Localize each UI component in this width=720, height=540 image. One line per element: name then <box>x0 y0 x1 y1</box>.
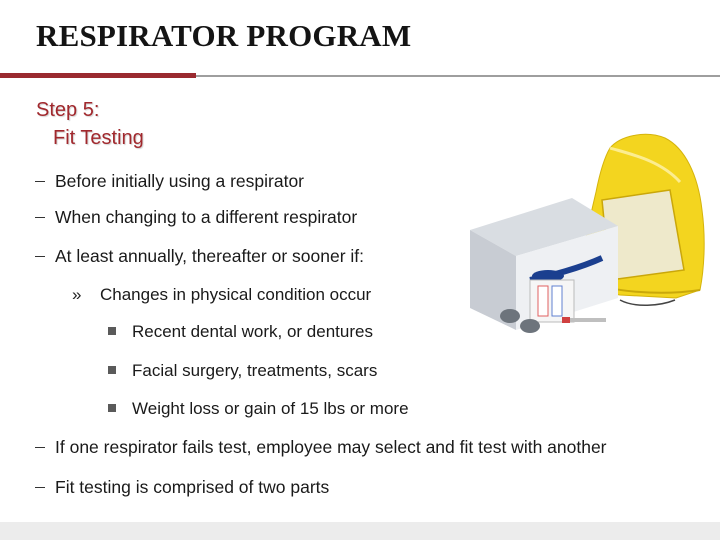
footer-band <box>0 522 720 540</box>
title-rule-accent <box>0 73 196 78</box>
bullet-item <box>35 476 329 498</box>
sub-sub-bullet-item <box>108 360 377 382</box>
bullet-item <box>35 436 607 458</box>
step-name: Fit Testing <box>53 127 144 149</box>
bullet-item <box>35 170 304 192</box>
square-bullet-icon <box>108 366 116 374</box>
bullet-text: Before initially using a respirator <box>55 171 305 191</box>
bullet-text: If one respirator fails test, employee may select and fit test with another <box>55 437 607 457</box>
sub-bullet-text: Changes in physical condition occur <box>100 285 372 304</box>
dash-icon <box>35 217 45 218</box>
dash-icon <box>35 256 45 257</box>
sub-sub-bullet-text: Recent dental work, or dentures <box>132 322 373 341</box>
bullet-text: At least annually, thereafter or sooner if: <box>55 246 365 266</box>
step-heading <box>36 96 144 152</box>
double-chevron-icon: » <box>72 285 82 304</box>
bullet-text: Fit testing is comprised of two parts <box>55 477 330 497</box>
dash-icon <box>35 447 45 448</box>
bullet-text: When changing to a different respirator <box>55 207 358 227</box>
sub-sub-bullet-item <box>108 321 373 343</box>
sub-sub-bullet-text: Facial surgery, treatments, scars <box>132 361 378 380</box>
sub-sub-bullet-item <box>108 398 409 420</box>
bullet-item <box>35 206 357 228</box>
sub-bullet-item <box>72 284 371 306</box>
slide-title: RESPIRATOR PROGRAM <box>36 18 412 53</box>
fit-test-kit-box-icon <box>470 198 618 333</box>
title-rule <box>196 75 720 77</box>
square-bullet-icon <box>108 327 116 335</box>
dash-icon <box>35 181 45 182</box>
step-number: Step 5: <box>36 99 100 121</box>
fit-test-kit-photo <box>470 130 710 340</box>
dash-icon <box>35 487 45 488</box>
square-bullet-icon <box>108 404 116 412</box>
sub-sub-bullet-text: Weight loss or gain of 15 lbs or more <box>132 399 409 418</box>
bullet-item <box>35 245 364 267</box>
